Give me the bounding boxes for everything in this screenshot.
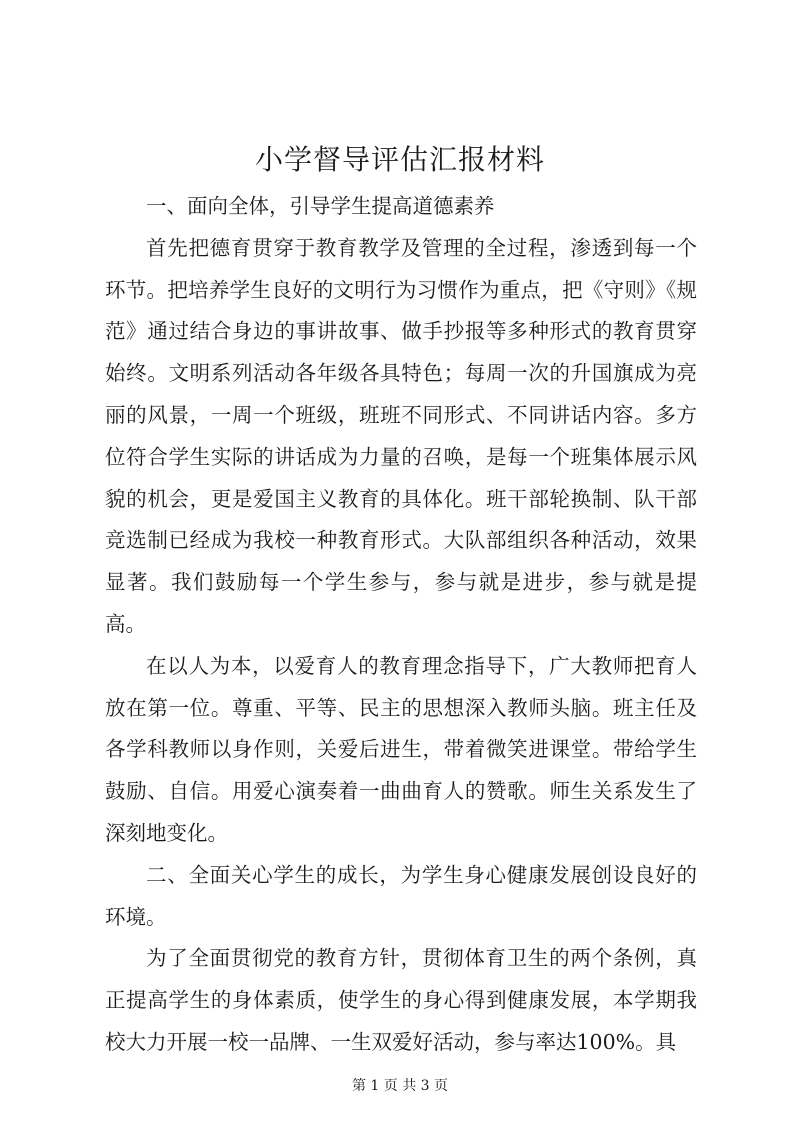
paragraph-3: 为了全面贯彻党的教育方针，贯彻体育卫生的两个条例，真正提高学生的身体素质，使学生的身心得到健康发展，本学期我校大力开展一校一品牌、一生双爱好活动，参与率达100%。具 xyxy=(105,946,697,1054)
page-footer: 第 1 页 共 3 页 xyxy=(351,1078,449,1094)
document-body xyxy=(105,186,697,1064)
paragraph-1: 首先把德育贯穿于教育教学及管理的全过程，渗透到每一个环节。把培养学生良好的文明行为习惯作为重点，把《守则》《规范》通过结合身边的事讲故事、做手抄报等多种形式的教育贯穿始终。文明系列活动各年级各具特色；每周一次的升国旗成为亮丽的风景，一周一个班级，班班不同形式、不同讲话内容。多方位符合学生实际的讲话成为力量的召唤，是每一个班集体展示风貌的机会，更是爱国主义教育的具体化。班干部轮换制、队干部竞选制已经成为我校一种教育形式。大队部组织各种活动，效果显著。我们鼓励每一个学生参与，参与就是进步，参与就是提高。 xyxy=(105,235,697,636)
document-title: 小学督导评估汇报材料 xyxy=(254,143,545,176)
paragraph-2: 在以人为本，以爱育人的教育理念指导下，广大教师把育人放在第一位。尊重、平等、民主的思想深入教师头脑。班主任及各学科教师以身作则，关爱后进生，带着微笑进课堂。带给学生鼓励、自信。用爱心演奏着一曲曲育人的赞歌。师生关系发生了深刻地变化。 xyxy=(105,653,697,845)
section-heading-2: 二、全面关心学生的成长，为学生身心健康发展创设良好的环境。 xyxy=(105,862,697,929)
section-heading-1: 一、面向全体，引导学生提高道德素养 xyxy=(146,194,495,218)
